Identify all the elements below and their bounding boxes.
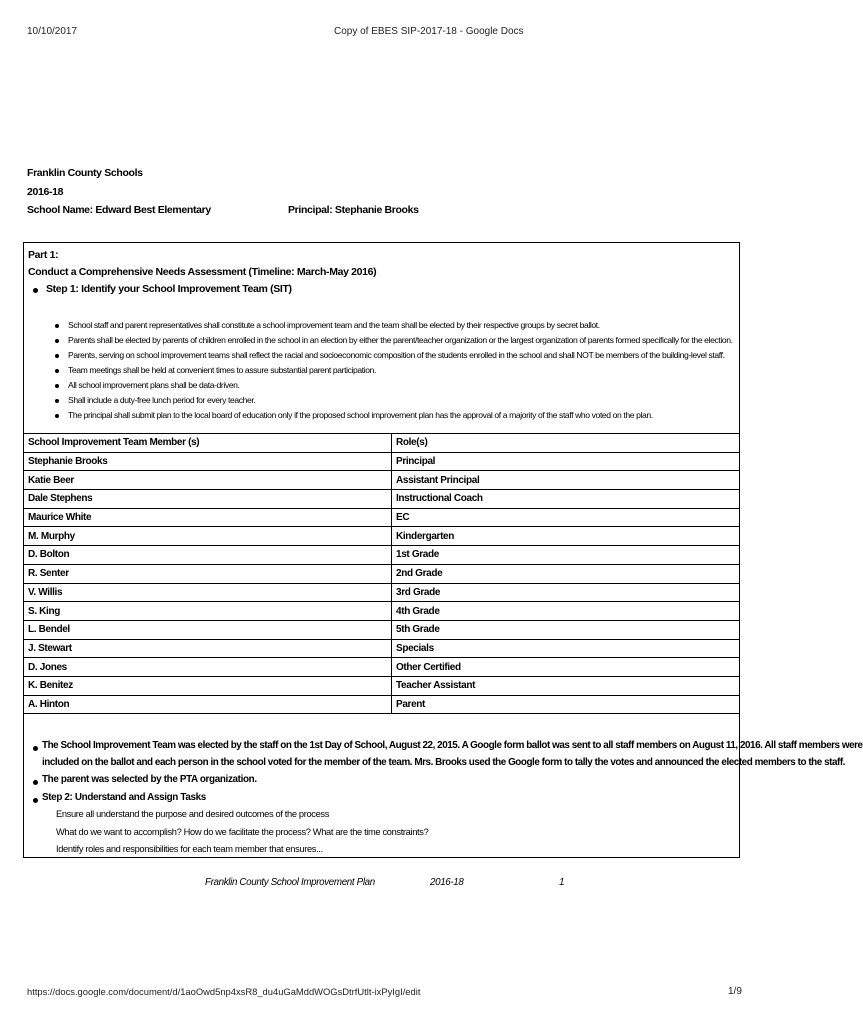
footer-plan-name: Franklin County School Improvement Plan <box>205 877 375 888</box>
requirement-item: School staff and parent representatives shall constitute a school improvement team and the team shall be elected by their respective groups by secret ballot. <box>68 320 600 330</box>
table-row <box>24 676 739 695</box>
step2-item: What do we want to accomplish? How do we facilitate the process? What are the time constraints? <box>56 827 429 837</box>
member-name: Dale Stephens <box>24 490 392 509</box>
member-name: M. Murphy <box>24 527 392 546</box>
table-header-role: Role(s) <box>392 434 740 453</box>
table-header-member: School Improvement Team Member (s) <box>24 434 392 453</box>
member-role: Principal <box>392 452 740 471</box>
school-name: School Name: Edward Best Elementary <box>27 204 211 216</box>
member-role: 2nd Grade <box>392 564 740 583</box>
parent-selection-text: The parent was selected by the PTA organization. <box>42 774 257 785</box>
member-role: Assistant Principal <box>392 471 740 490</box>
member-role: Parent <box>392 695 740 713</box>
bullet-icon <box>33 780 38 785</box>
step1-heading: Step 1: Identify your School Improvement Team (SIT) <box>46 283 292 295</box>
step2-item: Ensure all understand the purpose and desired outcomes of the process <box>56 809 330 819</box>
school-year: 2016-18 <box>27 186 64 198</box>
bullet-icon <box>55 324 59 328</box>
requirement-item: Shall include a duty-free lunch period for every teacher. <box>68 395 256 405</box>
member-role: Teacher Assistant <box>392 676 740 695</box>
member-role: Other Certified <box>392 658 740 677</box>
member-name: R. Senter <box>24 564 392 583</box>
member-name: D. Bolton <box>24 546 392 565</box>
member-role: EC <box>392 508 740 527</box>
bullet-icon <box>33 798 38 803</box>
footer-year: 2016-18 <box>430 877 464 888</box>
member-name: A. Hinton <box>24 695 392 713</box>
election-text-line2: included on the ballot and each person in the school voted for the member of the team. Mrs. Brooks used the Google form to tally the votes and announced the elected members to the staff. <box>42 757 845 768</box>
part1-section <box>23 242 863 858</box>
member-name: L. Bendel <box>24 620 392 639</box>
step2-heading: Step 2: Understand and Assign Tasks <box>42 792 206 803</box>
member-name: S. King <box>24 602 392 621</box>
part1-subtitle: Conduct a Comprehensive Needs Assessment (Timeline: March-May 2016) <box>28 266 377 278</box>
table-row <box>24 620 739 639</box>
part1-title: Part 1: <box>28 249 59 261</box>
table-row <box>24 508 739 527</box>
requirement-item: The principal shall submit plan to the local board of education only if the proposed school improvement plan has the approval of a majority of the staff who voted on the plan. <box>68 410 653 420</box>
member-role: Instructional Coach <box>392 490 740 509</box>
print-page-count: 1/9 <box>728 986 742 997</box>
member-name: J. Stewart <box>24 639 392 658</box>
table-row <box>24 471 739 490</box>
requirement-item: Team meetings shall be held at convenient times to assure substantial parent participation. <box>68 365 377 375</box>
bullet-icon <box>55 384 59 388</box>
table-row <box>24 527 739 546</box>
bullet-icon <box>33 746 38 751</box>
table-row <box>24 695 739 713</box>
member-role: 3rd Grade <box>392 583 740 602</box>
member-role: 5th Grade <box>392 620 740 639</box>
table-row <box>24 639 739 658</box>
table-row <box>24 602 739 621</box>
bullet-icon <box>55 369 59 373</box>
member-name: V. Willis <box>24 583 392 602</box>
bullet-icon <box>55 354 59 358</box>
bullet-icon <box>55 414 59 418</box>
requirement-item: All school improvement plans shall be data-driven. <box>68 380 240 390</box>
table-row <box>24 546 739 565</box>
member-name: D. Jones <box>24 658 392 677</box>
step2-item: Identify roles and responsibilities for each team member that ensures... <box>56 844 323 854</box>
table-row <box>24 564 739 583</box>
print-date: 10/10/2017 <box>27 26 78 37</box>
member-role: 1st Grade <box>392 546 740 565</box>
member-role: 4th Grade <box>392 602 740 621</box>
footer-page-number: 1 <box>559 877 565 888</box>
requirement-item: Parents shall be elected by parents of children enrolled in the school in an election by either the parent/teacher organization or the largest organization of parents formed specifically for the election. <box>68 335 733 345</box>
table-row <box>24 490 739 509</box>
table-row <box>24 658 739 677</box>
member-name: Maurice White <box>24 508 392 527</box>
requirement-item: Parents, serving on school improvement teams shall reflect the racial and socioeconomic composition of the students enrolled in the school and shall NOT be members of the building-level staff. <box>68 350 725 360</box>
table-header-row <box>24 434 739 453</box>
bullet-icon <box>33 288 38 293</box>
member-name: K. Benitez <box>24 676 392 695</box>
bullet-icon <box>55 399 59 403</box>
principal-name: Principal: Stephanie Brooks <box>288 204 419 216</box>
district-name: Franklin County Schools <box>27 167 143 179</box>
table-row <box>24 452 739 471</box>
print-title: Copy of EBES SIP-2017-18 - Google Docs <box>334 26 524 37</box>
table-bottom-rule <box>24 713 739 714</box>
member-role: Kindergarten <box>392 527 740 546</box>
team-table <box>24 433 739 714</box>
election-text-line1: The School Improvement Team was elected by the staff on the 1st Day of School, August 22, 2015. A Google form ballot was sent to all staff members on August 11, 2016. All staff members were <box>42 740 863 751</box>
member-name: Stephanie Brooks <box>24 452 392 471</box>
print-url: https://docs.google.com/document/d/1aoOwd5np4xsR8_du4uGaMddWOGsDtrfUtlt-ixPyIgI/edit <box>27 986 421 997</box>
bullet-icon <box>55 339 59 343</box>
member-name: Katie Beer <box>24 471 392 490</box>
member-role: Specials <box>392 639 740 658</box>
table-row <box>24 583 739 602</box>
